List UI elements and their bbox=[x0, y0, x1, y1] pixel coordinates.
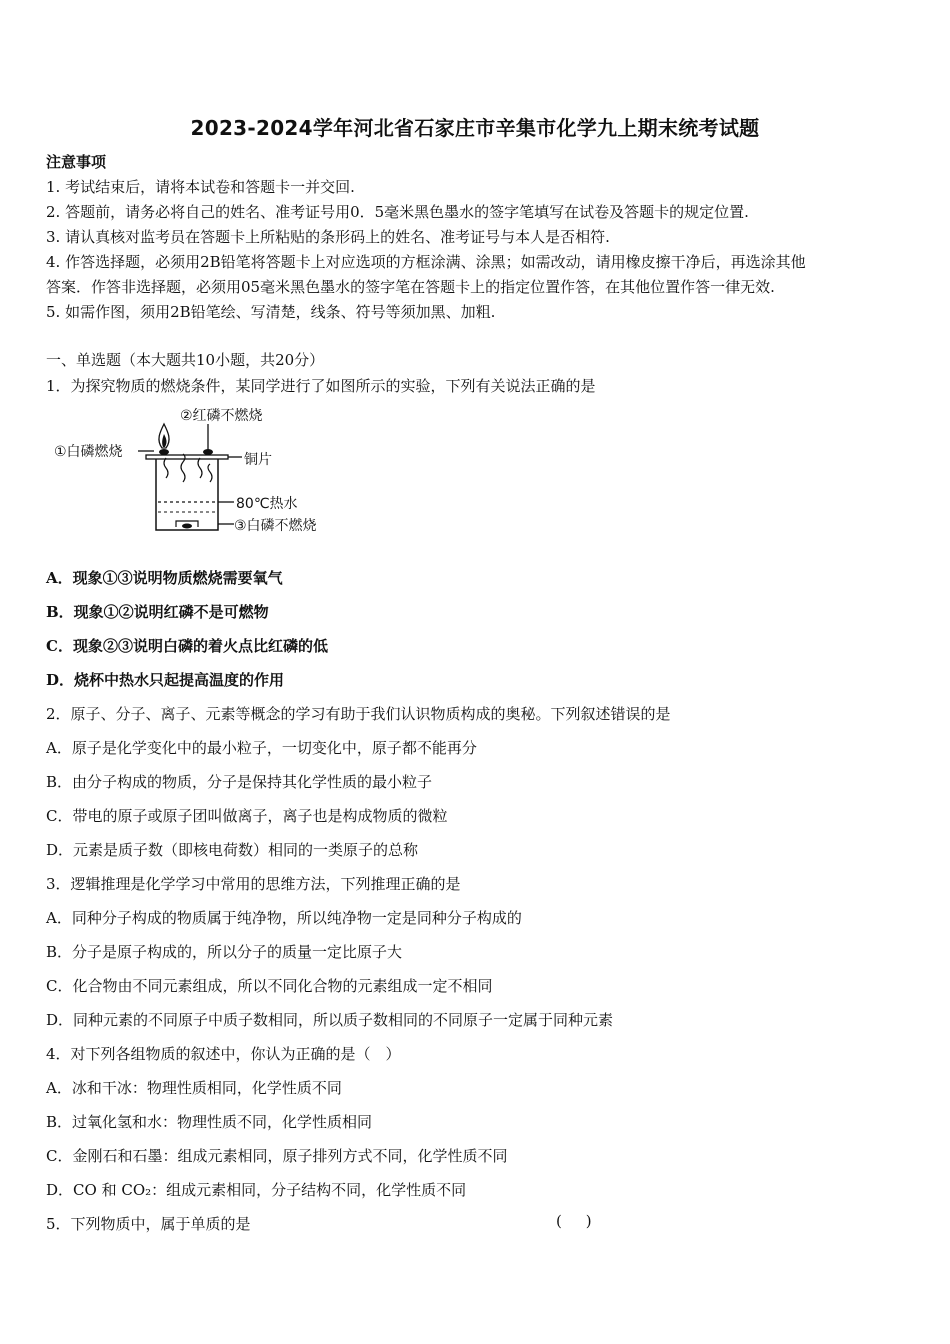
option: C．化合物由不同元素组成，所以不同化合物的元素组成一定不相同 bbox=[46, 977, 493, 995]
notice-item: 答案．作答非选择题，必须用05毫米黑色墨水的签字笔在答题卡上的指定位置作答，在其他位置作答一律无效. bbox=[46, 278, 775, 296]
question-stem-2: 2．原子、分子、离子、元素等概念的学习有助于我们认识物质构成的奥秘。下列叙述错误的是 bbox=[46, 705, 671, 723]
option: B．现象①②说明红磷不是可燃物 bbox=[46, 603, 269, 621]
page-title: 2023-2024学年河北省石家庄市辛集市化学九上期末统考试题 bbox=[190, 116, 760, 140]
question-stem-3: 3．逻辑推理是化学学习中常用的思维方法，下列推理正确的是 bbox=[46, 875, 461, 893]
answer-blank: ( ) bbox=[556, 1212, 592, 1230]
section-heading: 一、单选题（本大题共10小题，共20分） bbox=[46, 351, 325, 369]
question-stem-5: 5．下列物质中，属于单质的是 bbox=[46, 1215, 251, 1233]
notice-item: 3. 请认真核对监考员在答题卡上所粘贴的条形码上的姓名、准考证号与本人是否相符. bbox=[46, 228, 610, 246]
label-white-phosphorus-water: ③白磷不燃烧 bbox=[234, 518, 317, 534]
red-phosphorus-lump bbox=[203, 449, 213, 455]
option: A．冰和干冰：物理性质相同，化学性质不同 bbox=[46, 1079, 342, 1097]
notice-item: 2. 答题前，请务必将自己的姓名、准考证号用0．5毫米黑色墨水的签字笔填写在试卷及答题卡的规定位置. bbox=[46, 203, 749, 221]
steam-icon bbox=[198, 458, 202, 478]
flame-core-icon bbox=[162, 434, 166, 447]
option: B．过氧化氢和水：物理性质不同，化学性质相同 bbox=[46, 1113, 373, 1131]
white-phosphorus-lump bbox=[159, 449, 169, 455]
copper-plate bbox=[146, 455, 228, 459]
question-stem-4: 4．对下列各组物质的叙述中，你认为正确的是（ ） bbox=[46, 1045, 401, 1063]
option: C．现象②③说明白磷的着火点比红磷的低 bbox=[46, 637, 328, 655]
notice-item: 4. 作答选择题，必须用2B铅笔将答题卡上对应选项的方框涂满、涂黑；如需改动，请用橡皮擦干净后，再选涂其他 bbox=[46, 253, 806, 271]
steam-icon bbox=[181, 454, 185, 482]
submerged-white-phosphorus bbox=[182, 524, 192, 529]
steam-icon bbox=[208, 464, 212, 482]
notice-item: 1. 考试结束后，请将本试卷和答题卡一并交回. bbox=[46, 178, 355, 196]
option: C．带电的原子或原子团叫做离子，离子也是构成物质的微粒 bbox=[46, 807, 448, 825]
combustion-experiment-figure bbox=[48, 400, 348, 548]
question-stem-1: 1．为探究物质的燃烧条件，某同学进行了如图所示的实验，下列有关说法正确的是 bbox=[46, 377, 596, 395]
option: D．同种元素的不同原子中质子数相同，所以质子数相同的不同原子一定属于同种元素 bbox=[46, 1011, 614, 1029]
option: D．CO 和 CO₂：组成元素相同，分子结构不同，化学性质不同 bbox=[46, 1181, 467, 1199]
option: A．原子是化学变化中的最小粒子，一切变化中，原子都不能再分 bbox=[46, 739, 477, 757]
label-red-phosphorus: ②红磷不燃烧 bbox=[180, 408, 263, 424]
notice-heading: 注意事项 bbox=[46, 153, 107, 171]
option: B．分子是原子构成的，所以分子的质量一定比原子大 bbox=[46, 943, 403, 961]
option: D．元素是质子数（即核电荷数）相同的一类原子的总称 bbox=[46, 841, 419, 859]
option: D．烧杯中热水只起提高温度的作用 bbox=[46, 671, 285, 689]
notice-item: 5. 如需作图，须用2B铅笔绘、写清楚，线条、符号等须加黑、加粗. bbox=[46, 303, 496, 321]
option: A．现象①③说明物质燃烧需要氧气 bbox=[46, 569, 283, 587]
label-copper: 铜片 bbox=[244, 452, 272, 468]
option: B．由分子构成的物质，分子是保持其化学性质的最小粒子 bbox=[46, 773, 433, 791]
label-hot-water: 80℃热水 bbox=[236, 496, 298, 512]
label-white-phosphorus-burning: ①白磷燃烧 bbox=[54, 444, 123, 460]
option: A．同种分子构成的物质属于纯净物，所以纯净物一定是同种分子构成的 bbox=[46, 909, 522, 927]
option: C．金刚石和石墨：组成元素相同，原子排列方式不同，化学性质不同 bbox=[46, 1147, 508, 1165]
steam-icon bbox=[164, 458, 168, 478]
